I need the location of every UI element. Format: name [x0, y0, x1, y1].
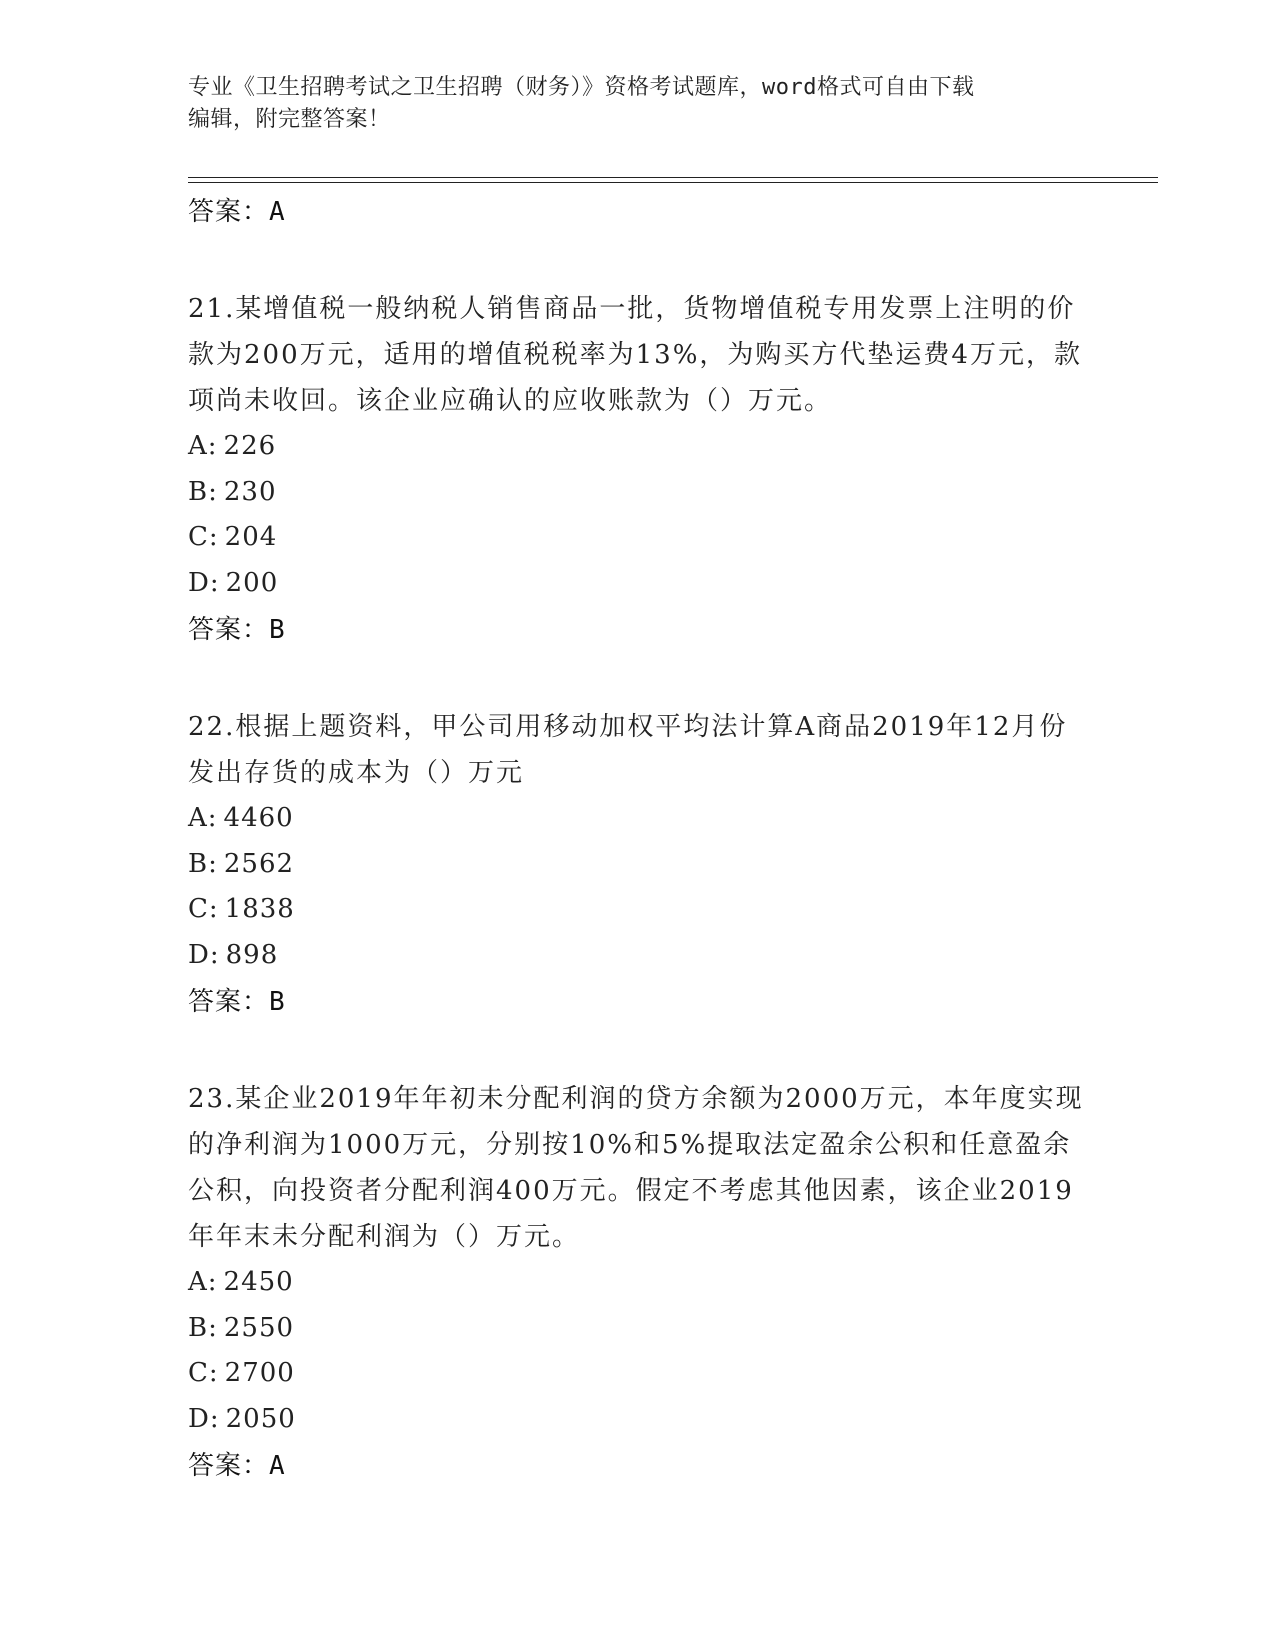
option-b [188, 842, 1088, 888]
option-value: 226 [223, 431, 277, 461]
option-label: B: [188, 476, 218, 507]
option-label: C: [188, 894, 219, 924]
question-21 [188, 286, 1088, 654]
header-divider-bottom [188, 182, 1158, 183]
header-divider-top [188, 177, 1158, 178]
answer-line: 答案：A [188, 1451, 286, 1481]
option-label: B: [188, 848, 218, 879]
option-label: A: [188, 1267, 218, 1297]
question-text: 21.某增值税一般纳税人销售商品一批，货物增值税专用发票上注明的价款为200万元，适用的增值税税率为13%，为购买方代垫运费4万元，款项尚未收回。该企业应确认的应收账款为（）万元。 [188, 294, 1082, 416]
option-label: C: [188, 522, 219, 552]
option-d [188, 933, 1088, 979]
option-label: A: [188, 431, 218, 461]
option-label: A: [188, 803, 218, 833]
question-text: 22.根据上题资料，甲公司用移动加权平均法计算A商品2019年12月份发出存货的成本为（）万元 [188, 712, 1068, 788]
option-label: D: [188, 939, 220, 970]
option-label: D: [188, 1403, 220, 1434]
option-c [188, 887, 1088, 933]
option-value: 230 [223, 476, 277, 507]
option-value: 2050 [225, 1403, 296, 1434]
option-a [188, 1260, 1088, 1306]
option-value: 1838 [224, 894, 295, 924]
option-c [188, 1351, 1088, 1397]
answer-line: 答案：B [188, 615, 286, 645]
option-d [188, 1397, 1088, 1443]
question-22 [188, 704, 1088, 1026]
option-label: B: [188, 1312, 218, 1343]
document-header [188, 72, 1088, 136]
option-a [188, 424, 1088, 470]
header-line-1: 专业《卫生招聘考试之卫生招聘（财务）》资格考试题库，word格式可自由下载 [188, 75, 975, 100]
option-value: 200 [225, 567, 279, 598]
option-value: 204 [224, 522, 278, 552]
option-value: 2550 [223, 1312, 295, 1343]
option-b [188, 470, 1088, 516]
option-value: 2450 [223, 1267, 294, 1297]
question-23 [188, 1076, 1088, 1490]
previous-answer: 答案：A [188, 197, 286, 227]
option-label: D: [188, 567, 220, 598]
question-list [188, 188, 1088, 1490]
option-a [188, 796, 1088, 842]
option-value: 4460 [223, 803, 294, 833]
option-value: 898 [225, 939, 279, 970]
option-b [188, 1306, 1088, 1352]
option-label: C: [188, 1358, 219, 1388]
question-text: 23.某企业2019年年初未分配利润的贷方余额为2000万元，本年度实现的净利润为1000万元，分别按10%和5%提取法定盈余公积和任意盈余公积，向投资者分配利润400万元。假定不考虑其他因素，该企业2019年年末未分配利润为（）万元。 [188, 1084, 1084, 1252]
option-d [188, 561, 1088, 607]
option-value: 2700 [224, 1358, 295, 1388]
answer-line: 答案：B [188, 987, 286, 1017]
option-c [188, 515, 1088, 561]
option-value: 2562 [223, 848, 295, 879]
header-line-2: 编辑，附完整答案！ [188, 107, 391, 132]
